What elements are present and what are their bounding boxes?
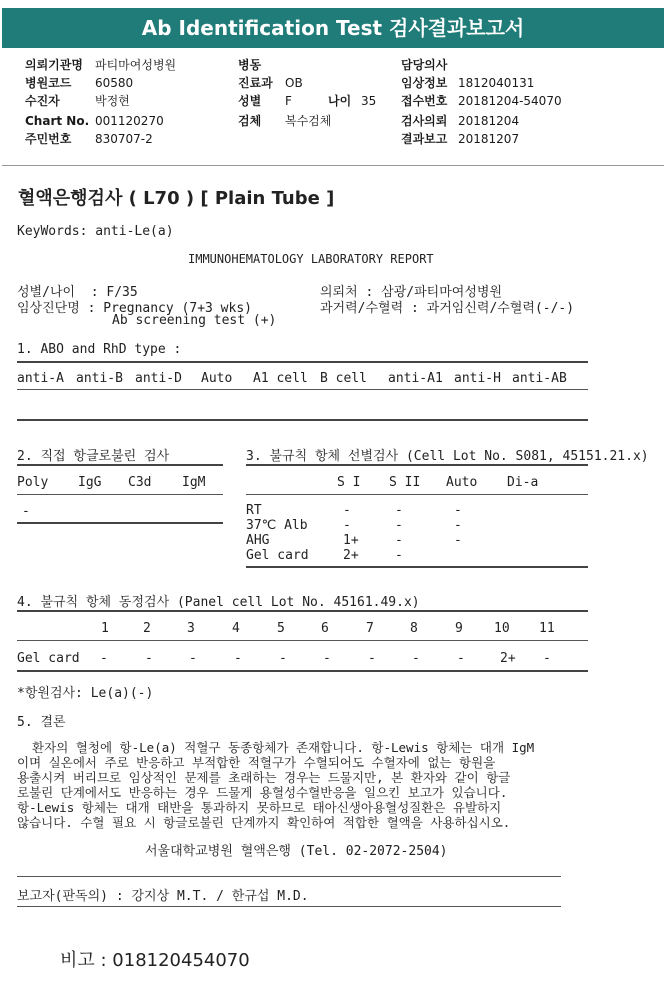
header-label: 병원코드 (25, 76, 72, 90)
header-value: 60580 (95, 76, 134, 90)
sec1-rule-bottom (17, 419, 588, 421)
sec3-cell: - (395, 518, 403, 533)
sec4-col-header: 9 (455, 621, 463, 636)
conclusion-line: 이며 실온에서 주로 반응하고 부적합한 적혈구가 수혈되어도 수혈자에 없는 항원을 (17, 755, 496, 770)
diagnosis: 임상진단명 : Pregnancy (7+3 wks) (17, 301, 252, 316)
sec4-cell: - (100, 651, 108, 666)
lab-title: IMMUNOHEMATOLOGY LABORATORY REPORT (188, 252, 434, 266)
sec4-col-header: 2 (143, 621, 151, 636)
sec3-row-label: 37℃ Alb (246, 518, 308, 533)
sec3-cell: - (454, 503, 462, 518)
conclusion-line: 용출시켜 버리므로 임상적인 문제를 초래하는 경우는 드물지만, 본 환자와 같이 항글 (17, 770, 511, 785)
sec4-cell: - (145, 651, 153, 666)
sec2-title: 2. 직접 항글로불린 검사 (17, 449, 170, 464)
sec4-rule-top (17, 610, 588, 612)
header-value: OB (285, 76, 303, 90)
sec4-cell: - (279, 651, 287, 666)
sec4-cell: 2+ (500, 651, 516, 666)
conclusion-line: 환자의 혈청에 항-Le(a) 적혈구 동종항체가 존재합니다. 항-Lewis 항체는 대개 IgM (17, 740, 535, 755)
requester: 의뢰처 : 삼광/파티마여성병원 (320, 285, 503, 300)
sec1-col-header: anti-H (454, 371, 501, 386)
sec3-cell: - (343, 518, 351, 533)
header-label: 성별 (238, 94, 262, 108)
sec3-rule-mid (246, 494, 588, 495)
report-heading: 혈액은행검사 ( L70 ) [ Plain Tube ] (18, 188, 335, 209)
sec1-col-header: anti-AB (512, 371, 567, 386)
sec2-value: - (22, 504, 30, 519)
sec3-cell: - (395, 503, 403, 518)
sec4-col-header: 1 (101, 621, 109, 636)
header-label: 결과보고 (401, 132, 448, 146)
sec3-cell: 2+ (343, 548, 359, 563)
sec1-col-header: anti-A (17, 371, 64, 386)
header-value: F (285, 94, 292, 108)
header-value: 20181204-54070 (458, 94, 562, 108)
header-label: 임상정보 (401, 76, 448, 90)
header-value: 830707-2 (95, 132, 153, 146)
header-label: 병동 (238, 58, 262, 72)
sec4-cell: - (368, 651, 376, 666)
sec3-row-label: Gel card (246, 548, 309, 563)
sec5-title: 5. 결론 (17, 715, 66, 730)
remarks: 비고 : 018120454070 (60, 950, 250, 971)
sec3-rule-bottom (246, 566, 588, 568)
sec4-col-header: 8 (410, 621, 418, 636)
sec3-col-header: S II (389, 475, 421, 490)
sec1-title: 1. ABO and RhD type : (17, 342, 182, 357)
age-label: 나이 (328, 94, 352, 108)
sec1-col-header: anti-D (135, 371, 182, 386)
keywords: KeyWords: anti-Le(a) (17, 224, 174, 239)
sec3-row-label: AHG (246, 533, 270, 548)
sec4-cell: - (412, 651, 420, 666)
sec1-col-header: A1 cell (253, 371, 308, 386)
diagnosis-line2: Ab screening test (+) (112, 313, 277, 328)
hospital-contact: 서울대학교병원 혈액은행 (Tel. 02-2072-2504) (145, 844, 448, 859)
header-label: 담당의사 (401, 58, 448, 72)
sec3-cell: - (395, 533, 403, 548)
sec1-col-header: Auto (201, 371, 233, 386)
header-value: 20181207 (458, 132, 520, 146)
sex-age: 성별/나이 : F/35 (17, 285, 138, 300)
sec3-col-header: Di-a (507, 475, 539, 490)
sec3-title: 3. 불규칙 항체 선별검사 (Cell Lot No. S081, 45151.21.x) (246, 449, 649, 464)
header-label: 의뢰기관명 (25, 58, 83, 72)
sec2-col-header: C3d (128, 475, 152, 490)
report-banner: Ab Identification Test 검사결과보고서 (2, 8, 664, 48)
header-label: 검사의뢰 (401, 114, 448, 128)
sec4-col-header: 5 (277, 621, 285, 636)
sec4-col-header: 10 (494, 621, 510, 636)
sec1-col-header: B cell (320, 371, 367, 386)
header-value: 박정현 (95, 94, 130, 108)
age-value: 35 (361, 94, 377, 108)
header-value: 20181204 (458, 114, 520, 128)
header-divider (2, 165, 664, 166)
sec1-col-header: anti-A1 (388, 371, 443, 386)
sec4-row-label: Gel card (17, 651, 80, 666)
sec4-col-header: 11 (539, 621, 555, 636)
antigen-test: *항원검사: Le(a)(-) (17, 686, 154, 701)
sec2-rule-bottom (17, 522, 223, 524)
sec3-cell: 1+ (343, 533, 359, 548)
header-label: 진료과 (238, 76, 273, 90)
sec4-cell: - (234, 651, 242, 666)
sec4-col-header: 7 (366, 621, 374, 636)
sec4-col-header: 6 (321, 621, 329, 636)
sec2-col-header: IgG (78, 475, 102, 490)
sec3-cell: - (454, 518, 462, 533)
sec4-title: 4. 불규칙 항체 동정검사 (Panel cell Lot No. 45161.49.x) (17, 595, 420, 610)
sec4-cell: - (323, 651, 331, 666)
sec3-col-header: S I (337, 475, 361, 490)
transfusion-history: 과거력/수혈력 : 과거임신력/수혈력(-/-) (320, 301, 575, 316)
sec4-cell: - (457, 651, 465, 666)
sec2-rule-mid (17, 494, 223, 495)
reporter: 보고자(판독의) : 강지상 M.T. / 한규섭 M.D. (17, 889, 309, 904)
sec2-col-header: IgM (182, 475, 206, 490)
conclusion-line: 로불린 단계에서도 반응하는 경우 드물게 용혈성수혈반응을 일으킨 보고가 있습니다. (17, 785, 508, 800)
sec2-col-header: Poly (17, 475, 49, 490)
sec4-col-header: 4 (232, 621, 240, 636)
sec4-cell: - (189, 651, 197, 666)
reporter-rule-top (17, 876, 561, 877)
sec3-cell: - (454, 533, 462, 548)
header-value: 1812040131 (458, 76, 535, 90)
conclusion-line: 않습니다. 수혈 필요 시 항글로불린 단계까지 확인하여 적합한 혈액을 사용하십시오. (17, 815, 511, 830)
header-value: 001120270 (95, 114, 164, 128)
conclusion-line: 항-Lewis 항체는 대개 태반을 통과하지 못하므로 태아신생아용혈성질환은 유발하지 (17, 800, 502, 815)
header-label: 주민번호 (25, 132, 72, 146)
header-label: Chart No. (25, 114, 90, 128)
header-label: 접수번호 (401, 94, 448, 108)
sec1-col-header: anti-B (76, 371, 123, 386)
sec1-rule-mid (17, 389, 588, 390)
sec4-cell: - (543, 651, 551, 666)
sec3-cell: - (343, 503, 351, 518)
sec3-rule-top (246, 464, 588, 466)
sec3-cell: - (395, 548, 403, 563)
sec3-row-label: RT (246, 503, 262, 518)
header-label: 수진자 (25, 94, 60, 108)
sec4-rule-mid (17, 640, 588, 641)
sec4-col-header: 3 (187, 621, 195, 636)
sec3-col-header: Auto (446, 475, 478, 490)
sec2-rule-top (17, 464, 223, 466)
header-label: 검체 (238, 114, 262, 128)
sec1-rule-top (17, 361, 588, 363)
header-value: 복수검체 (285, 114, 332, 128)
sec4-rule-bottom (17, 670, 588, 672)
reporter-rule-bottom (17, 906, 561, 907)
header-value: 파티마여성병원 (95, 58, 177, 72)
